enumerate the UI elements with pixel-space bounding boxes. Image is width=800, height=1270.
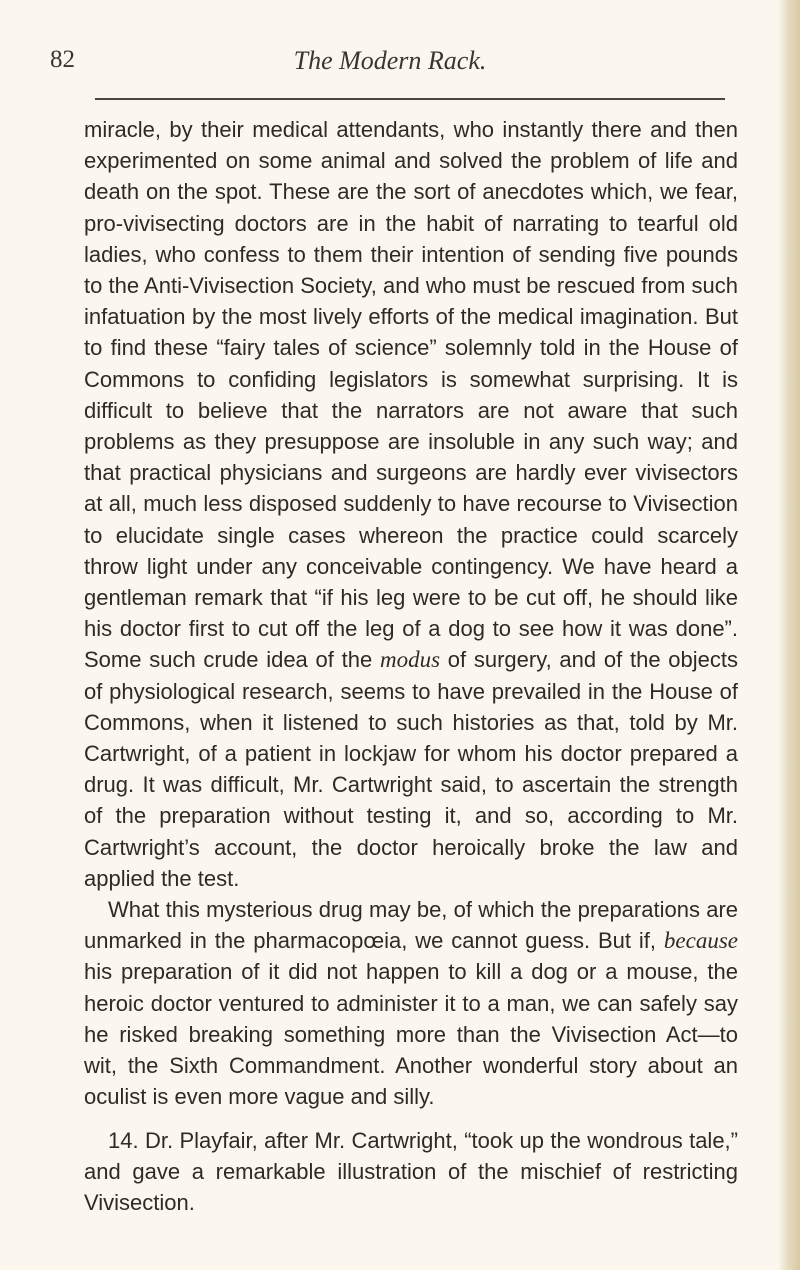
italic-word: because bbox=[663, 928, 738, 954]
header-rule bbox=[95, 98, 725, 100]
running-title: The Modern Rack. bbox=[293, 46, 487, 75]
text-segment: his preparation of it did not happen to kill a dog or a mouse, the heroic doctor ventured to administer it to a man, we can safely say he risked breaking something more than the Vivisection Act—to wit, the Sixth Commandment. Another wonderful story about an oculist is even more vague and silly. bbox=[84, 959, 738, 1110]
text-segment: miracle, by their medical attendants, who instantly there and then experimented on some animal and solved the problem of life and death on the spot. These are the sort of anecdotes which, we fear, pro-vivisecting doctors are in the habit of narrating to tearful old ladies, who confess to them their intention of sending five pounds to the Anti-Vivisection Society, and who must be rescued from such infatuation by the most lively efforts of the medical imagination. But to find these “fairy tales of science” solemnly told in the House of Commons to confiding legislators is somewhat surprising. It is difficult to believe that the narrators are not aware that such problems as they presuppose are insoluble in any such way; and that practical physicians and surgeons are hardly ever vivisectors at all, much less disposed suddenly to have recourse to Vivisection to elucidate single cases whereon the practice could scarcely throw light under any conceivable contingency. We have heard a gentleman remark that “if his leg were to be cut off, he should like his doctor first to cut off the leg of a dog to see how it was done”. Some such crude idea of the bbox=[84, 117, 738, 673]
body-text bbox=[84, 114, 738, 1218]
paragraph bbox=[84, 1125, 738, 1219]
text-segment: of surgery, and of the objects of physiological research, seems to have prevailed in the House of Commons, when it listened to such histories as that, told by Mr. Cartwright, of a patient in lockjaw for whom his doctor prepared a drug. It was difficult, Mr. Cartwright said, to ascertain the strength of the preparation without testing it, and so, according to Mr. Cartwright’s account, the doctor heroically broke the law and applied the test. bbox=[84, 647, 738, 891]
paragraph bbox=[84, 894, 738, 1112]
text-segment: 14. Dr. Playfair, after Mr. Cartwright, “took up the wondrous tale,” and gave a remarkable illustration of the mischief of restricting Vivisection. bbox=[84, 1127, 738, 1215]
page-header bbox=[50, 46, 730, 86]
page-edge-shadow bbox=[778, 0, 800, 1270]
page-number: 82 bbox=[50, 46, 75, 73]
italic-word: modus bbox=[379, 647, 441, 673]
paragraph bbox=[84, 114, 738, 894]
text-segment: What this mysterious drug may be, of which the preparations are unmarked in the pharmacopœia, we cannot guess. But if, bbox=[84, 897, 738, 954]
